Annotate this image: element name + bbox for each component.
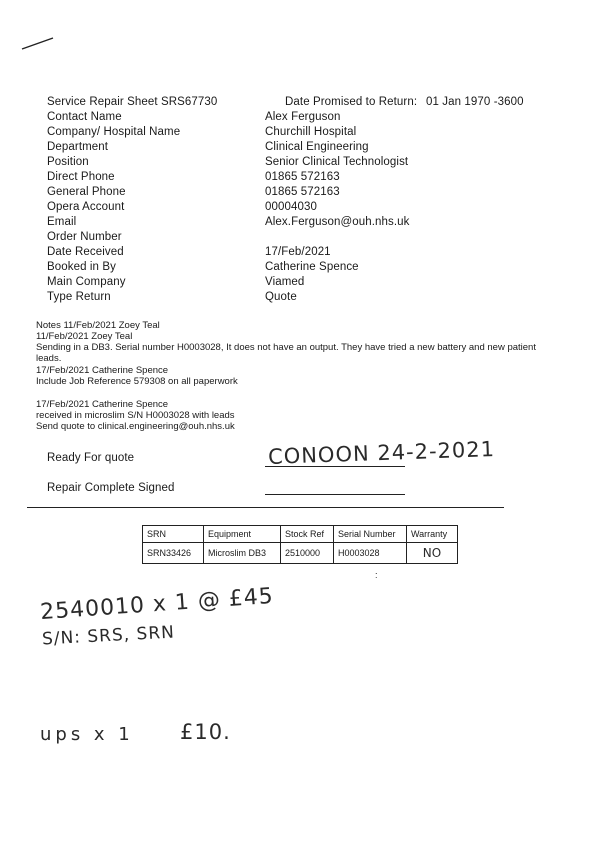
handwritten-ups-line: ups x 1 [40,724,134,745]
field-value-company: Churchill Hospital [265,126,357,138]
field-label-position: Position [47,156,89,168]
section-divider [27,507,504,508]
field-label-direct-phone: Direct Phone [47,171,115,183]
field-label-booked-in-by: Booked in By [47,261,116,273]
field-value-booked-in-by: Catherine Spence [265,261,359,273]
field-value-direct-phone: 01865 572163 [265,171,340,183]
column-header-srn: SRN [143,526,204,543]
handwritten-quote-signature: CONOON 24-2-2021 [267,437,496,469]
handwritten-price-line: £10. [180,720,231,744]
notes-entry-text-cont: leads. [36,353,62,364]
equipment-table [142,525,458,564]
field-label-company: Company/ Hospital Name [47,126,181,138]
cell-equipment: Microslim DB3 [204,543,281,564]
field-value-main-company: Viamed [265,276,305,288]
field-value-department: Clinical Engineering [265,141,369,153]
notes-entry-date: 17/Feb/2021 Catherine Spence [36,365,169,376]
table-row [143,543,458,564]
field-label-date-received: Date Received [47,246,124,258]
field-label-general-phone: General Phone [47,186,126,198]
cell-warranty-handwritten: NO [407,543,458,564]
cell-srn: SRN33426 [143,543,204,564]
field-value-date-received: 17/Feb/2021 [265,246,331,258]
field-value-email: Alex.Ferguson@ouh.nhs.uk [265,216,410,228]
field-label-opera-account: Opera Account [47,201,125,213]
notes-heading: Notes 11/Feb/2021 Zoey Teal [36,320,160,331]
handwritten-serial-line: S/N: SRS, SRN [41,622,176,650]
cell-serial-number: H0003028 [334,543,407,564]
ready-for-quote-label: Ready For quote [47,452,135,464]
notes-entry-date: 17/Feb/2021 Catherine Spence [36,399,169,410]
column-header-equipment: Equipment [204,526,281,543]
date-promised-label: Date Promised to Return: [285,96,418,108]
repair-complete-signature-line [265,494,405,495]
field-label-contact-name: Contact Name [47,111,122,123]
column-header-stock-ref: Stock Ref [281,526,334,543]
field-label-main-company: Main Company [47,276,126,288]
field-value-opera-account: 00004030 [265,201,317,213]
notes-entry-text: Include Job Reference 579308 on all paperwork [36,376,238,387]
notes-entry-date: 11/Feb/2021 Zoey Teal [36,331,133,342]
date-promised-value: 01 Jan 1970 -3600 [426,96,524,108]
field-label-order-number: Order Number [47,231,122,243]
column-header-warranty: Warranty [407,526,458,543]
notes-entry-text: received in microslim S/N H0003028 with leads [36,410,235,421]
field-value-contact-name: Alex Ferguson [265,111,341,123]
notes-entry-text: Send quote to clinical.engineering@ouh.nhs.uk [36,421,235,432]
field-value-position: Senior Clinical Technologist [265,156,409,168]
field-label-email: Email [47,216,77,228]
pen-mark-stroke [20,36,56,52]
column-header-serial-number: Serial Number [334,526,407,543]
handwritten-part-line: 2540010 x 1 @ £45 [39,583,275,626]
repair-complete-label: Repair Complete Signed [47,482,175,494]
stray-mark: : [375,570,378,580]
notes-entry-text: Sending in a DB3. Serial number H0003028, It does not have an output. They have tried a new battery and new patient [36,342,536,353]
cell-stock-ref: 2510000 [281,543,334,564]
table-header-row [143,526,458,543]
field-value-general-phone: 01865 572163 [265,186,340,198]
sheet-title: Service Repair Sheet SRS67730 [47,96,218,108]
field-label-type-return: Type Return [47,291,111,303]
field-label-department: Department [47,141,109,153]
field-value-type-return: Quote [265,291,297,303]
